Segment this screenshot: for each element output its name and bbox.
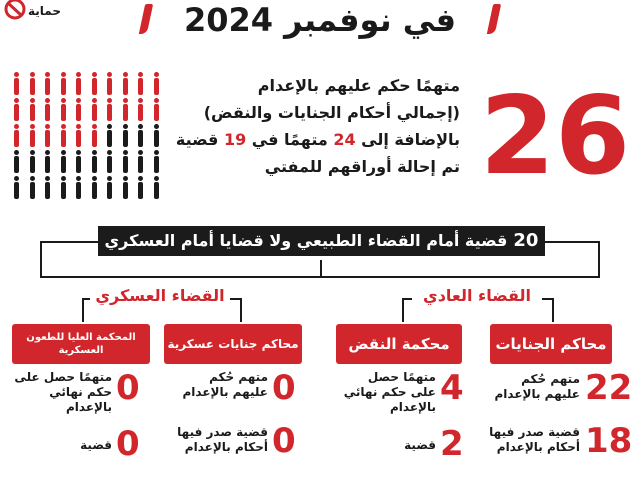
person-icon — [28, 124, 37, 148]
person-icon — [59, 124, 68, 148]
person-icon — [90, 150, 99, 174]
connector-line — [40, 241, 98, 243]
person-icon — [43, 150, 52, 174]
person-icon — [121, 124, 130, 148]
person-icon — [43, 72, 52, 96]
criminal-courts-cases-label: قضية صدر فيها أحكام بالإعدام — [489, 425, 580, 454]
person-icon — [90, 72, 99, 96]
person-icon — [136, 72, 145, 96]
ordinary-bracket — [552, 298, 554, 322]
person-icon — [12, 98, 21, 122]
column-header-military-criminal-courts: محاكم جنايات عسكرية — [164, 324, 302, 364]
column-header-supreme-military-court: المحكمة العليا للطعون العسكرية — [12, 324, 150, 364]
logo-mark-icon — [4, 0, 64, 22]
cassation-defendants-value: 4 — [440, 368, 464, 408]
person-icon — [59, 150, 68, 174]
summary-line-2: (إجمالي أحكام الجنايات والنقض) — [203, 103, 460, 122]
person-icon — [105, 98, 114, 122]
person-icon — [121, 176, 130, 200]
summary-line-3: بالإضافة إلى 24 متهمًا في 19 قضية — [175, 130, 460, 149]
person-icon — [28, 150, 37, 174]
military-bracket — [82, 298, 84, 322]
person-icon — [12, 176, 21, 200]
military-courts-defendants-label: متهم حُكم عليهم بالإعدام — [182, 370, 268, 399]
summary-line-1: متهمًا حكم عليهم بالإعدام — [257, 76, 460, 95]
logo — [4, 0, 64, 22]
person-icon — [28, 176, 37, 200]
military-courts-cases-value: 0 — [272, 421, 296, 461]
person-icon — [28, 72, 37, 96]
connector-line — [598, 241, 600, 277]
cassation-defendants-label: متهمًا حصل على حكم نهائي بالإعدام — [343, 370, 436, 414]
person-icon — [74, 124, 83, 148]
summary-line-4: تم إحالة أوراقهم للمفتي — [264, 157, 460, 176]
column-header-cassation-court: محكمة النقض — [336, 324, 462, 364]
person-icon — [105, 72, 114, 96]
connector-line — [545, 241, 600, 243]
person-icon — [136, 176, 145, 200]
decorative-tick-icon — [139, 4, 153, 34]
military-courts-defendants-value: 0 — [272, 368, 296, 408]
person-icon — [28, 98, 37, 122]
column-header-criminal-courts: محاكم الجنايات — [490, 324, 612, 364]
supreme-military-defendants-label: متهمًا حصل على حكم نهائي بالإعدام — [14, 370, 112, 414]
person-icon — [74, 72, 83, 96]
person-icon — [12, 150, 21, 174]
decorative-tick-icon — [487, 4, 501, 34]
military-courts-cases-label: قضية صدر فيها أحكام بالإعدام — [177, 425, 268, 454]
person-icon — [121, 72, 130, 96]
connector-line — [40, 241, 42, 277]
person-icon — [74, 176, 83, 200]
cases-banner-text: قضية أمام القضاء الطبيعي ولا قضايا أمام العسكري — [104, 231, 508, 250]
criminal-courts-cases-value: 18 — [585, 421, 633, 461]
criminal-courts-defendants-label: متهم حُكم عليهم بالإعدام — [494, 372, 580, 401]
person-icon — [105, 150, 114, 174]
person-icon — [90, 176, 99, 200]
person-icon — [105, 124, 114, 148]
supreme-military-defendants-value: 0 — [116, 368, 140, 408]
ordinary-bracket — [402, 298, 404, 322]
person-icon — [43, 98, 52, 122]
person-icon — [90, 98, 99, 122]
person-icon — [105, 176, 114, 200]
supreme-military-cases-value: 0 — [116, 424, 140, 464]
person-icon — [59, 176, 68, 200]
person-icon — [136, 124, 145, 148]
person-icon — [136, 98, 145, 122]
referred-cases-count: 19 — [223, 130, 247, 149]
person-icon — [43, 124, 52, 148]
cassation-cases-value: 2 — [440, 424, 464, 464]
logo-text: حماية — [28, 4, 61, 18]
person-icon — [74, 150, 83, 174]
person-icon — [74, 98, 83, 122]
military-court-label: القضاء العسكري — [90, 286, 230, 310]
person-icon — [59, 72, 68, 96]
person-icon — [121, 98, 130, 122]
supreme-military-cases-label: قضية — [80, 438, 112, 452]
person-icon — [90, 124, 99, 148]
person-icon — [43, 176, 52, 200]
cases-banner — [98, 226, 545, 256]
referred-defendants-count: 24 — [333, 130, 356, 149]
page-title: في نوفمبر 2024 — [183, 1, 457, 39]
person-icon — [59, 98, 68, 122]
person-icon — [121, 150, 130, 174]
person-icon — [12, 72, 21, 96]
cassation-cases-label: قضية — [404, 438, 436, 452]
connector-line — [320, 260, 322, 277]
person-icon — [12, 124, 21, 148]
person-icon — [136, 150, 145, 174]
criminal-courts-defendants-value: 22 — [585, 368, 633, 408]
death-sentence-count: 26 — [479, 74, 631, 199]
summary-text — [160, 72, 460, 180]
cases-banner-number: 20 — [513, 230, 539, 251]
people-pictogram — [12, 72, 172, 202]
military-bracket — [240, 298, 242, 322]
ordinary-court-label: القضاء العادي — [412, 286, 542, 310]
